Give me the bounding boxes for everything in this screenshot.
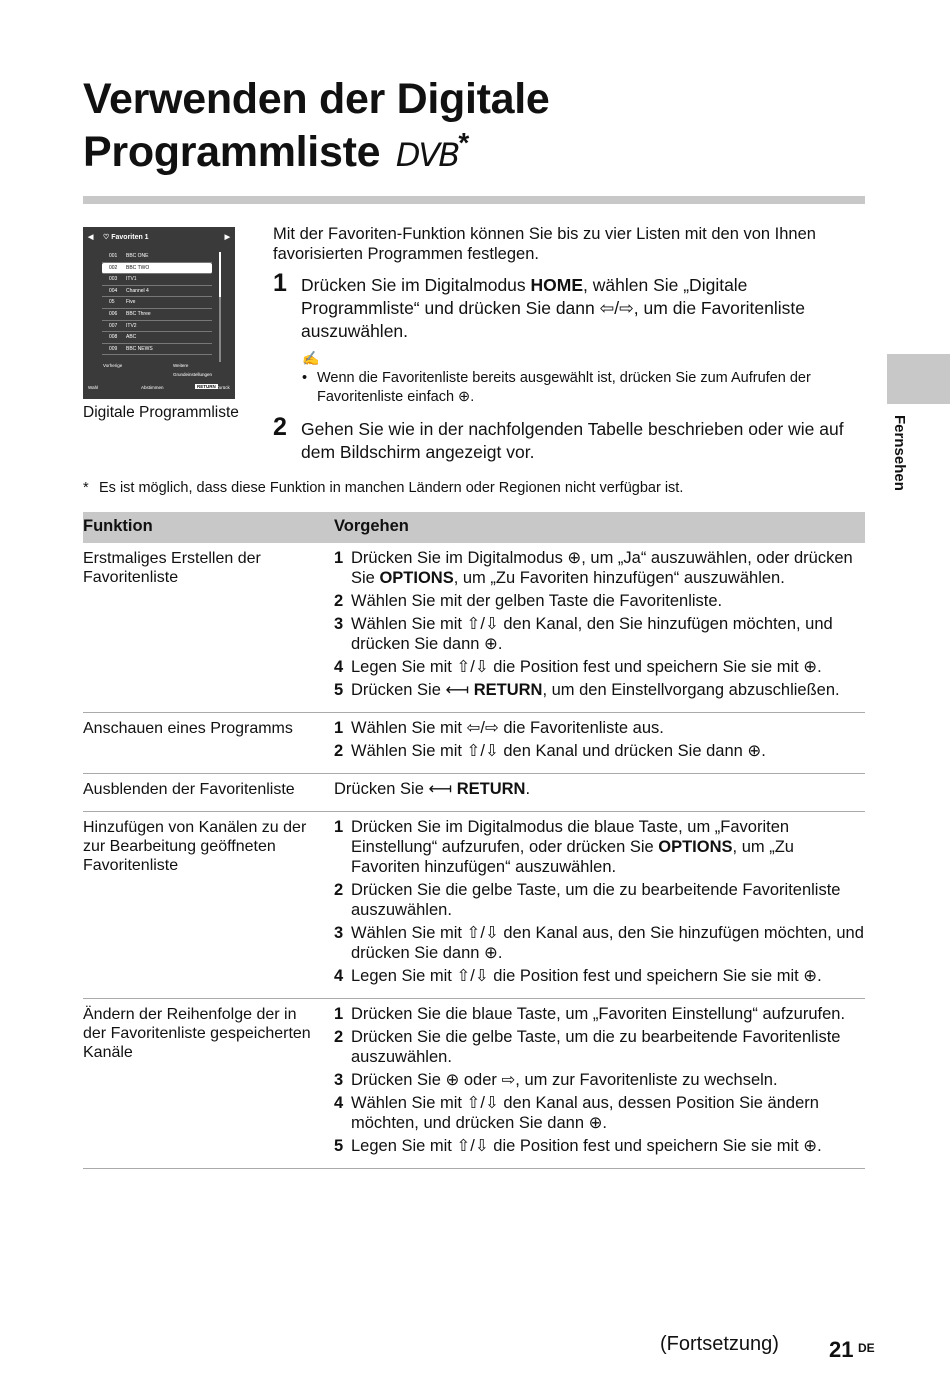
tv-channel-number: 007 — [109, 322, 118, 329]
step-number: 1 — [334, 1005, 344, 1023]
tv-channel-name: ITV1 — [126, 276, 137, 283]
tv-channel-name: BBC Three — [126, 310, 151, 317]
tv-channel-name: BBC NEWS — [126, 345, 153, 352]
tv-channel-row — [102, 321, 212, 333]
step-number: 1 — [334, 818, 344, 836]
tv-foot-select: Wahl — [88, 385, 99, 390]
procedure-step: 3 Wählen Sie mit ⇧/⇩ den Kanal aus, den Sie hinzufügen möchten, und drücken Sie dann ⊕. — [334, 924, 864, 962]
function-cell: Erstmaliges Erstellen der Favoritenliste — [83, 550, 261, 586]
page-title — [83, 75, 550, 177]
tv-channel-name: ABC — [126, 334, 137, 341]
intro-text: Mit der Favoriten-Funktion können Sie bis zu vier Listen mit den von Ihnen favorisierten Programmen festlegen. — [273, 225, 816, 263]
step-1-number: 1 — [273, 269, 287, 297]
tv-channel-list — [102, 251, 212, 355]
tv-channel-name: Channel 4 — [126, 287, 149, 294]
table-row — [83, 713, 865, 774]
step-number: 1 — [334, 719, 344, 737]
step-number: 3 — [334, 924, 344, 942]
table-header — [83, 512, 865, 543]
step-number: 4 — [334, 658, 344, 676]
step-number: 1 — [334, 549, 344, 567]
procedure-cell — [334, 812, 865, 998]
procedure-step: 2 Drücken Sie die gelbe Taste, um die zu bearbeitende Favoritenliste auszuwählen. — [334, 881, 841, 919]
step-1: 1 Drücken Sie im Digitalmodus HOME, wählen Sie „Digitale Programmliste“ und drücken Sie dann ⇦/⇨, um die Favoritenliste auszuwählen. — [273, 269, 805, 341]
tv-channel-number: 05 — [109, 299, 115, 306]
tv-channel-number: 006 — [109, 310, 118, 317]
side-tab-marker — [887, 354, 950, 404]
step-2 — [273, 413, 865, 464]
step-number: 5 — [334, 681, 344, 699]
note-pen-icon: ✍ — [302, 350, 320, 366]
tv-header — [83, 231, 235, 245]
column-header-procedure: Vorgehen — [334, 517, 409, 535]
tv-header-title: Favoriten 1 — [111, 234, 149, 241]
title-line-2: Programmliste — [83, 128, 381, 176]
tv-channel-number: 009 — [109, 345, 118, 352]
step-number: 3 — [334, 615, 344, 633]
column-header-function: Funktion — [83, 517, 153, 535]
tv-channel-number: 002 — [109, 264, 118, 271]
function-cell: Ändern der Reihenfolge der in der Favoritenliste gespeicherten Kanäle — [83, 1006, 311, 1061]
tv-channel-number: 008 — [109, 334, 118, 341]
step-number: 4 — [334, 967, 344, 985]
note-text: Wenn die Favoritenliste bereits ausgewählt ist, drücken Sie zum Aufrufen der Favoritenliste einfach ⊕. — [317, 370, 811, 405]
procedure-cell — [334, 999, 865, 1168]
footnote-mark: * — [83, 480, 89, 496]
step-number: 2 — [334, 1028, 344, 1046]
procedure-step: 2 Wählen Sie mit der gelben Taste die Favoritenliste. — [334, 592, 723, 610]
tv-foot-return: RETURN — [197, 384, 216, 389]
tv-right-arrow-icon: ▶ — [224, 234, 230, 241]
table-body — [83, 543, 865, 1169]
step-number: 3 — [334, 1071, 344, 1089]
footnote-text: Es ist möglich, dass diese Funktion in manchen Ländern oder Regionen nicht verfügbar ist. — [99, 480, 684, 496]
table-row — [83, 774, 865, 812]
function-cell: Anschauen eines Programms — [83, 720, 293, 737]
side-tab-label: Fernsehen — [891, 415, 908, 491]
tv-foot-settings: Grundeinstellungen — [173, 372, 213, 377]
step-2-text: Gehen Sie wie in der nachfolgenden Tabelle beschrieben oder wie auf dem Bildschirm angezeigt vor. — [301, 419, 844, 462]
procedure-step: 5 Legen Sie mit ⇧/⇩ die Position fest und speichern Sie sie mit ⊕. — [334, 1137, 822, 1155]
tv-channel-row — [102, 297, 212, 309]
procedure-step: 1 Drücken Sie im Digitalmodus ⊕, um „Ja“ auszuwählen, oder drücken Sie OPTIONS, um „Zu Favoriten hinzufügen“ auszuwählen. — [334, 549, 853, 587]
function-cell: Ausblenden der Favoritenliste — [83, 781, 295, 798]
tv-channel-row — [102, 274, 212, 286]
procedure-step: 5 Drücken Sie ⟻ RETURN, um den Einstellvorgang abzuschließen. — [334, 681, 840, 699]
tv-channel-name: BBC TWO — [126, 264, 150, 271]
step-number: 2 — [334, 592, 344, 610]
procedure-step: 2 Wählen Sie mit ⇧/⇩ den Kanal und drücken Sie dann ⊕. — [334, 742, 766, 760]
procedure-step: 4 Legen Sie mit ⇧/⇩ die Position fest und speichern Sie sie mit ⊕. — [334, 658, 822, 676]
procedure-step: 2 Drücken Sie die gelbe Taste, um die zu bearbeitende Favoritenliste auszuwählen. — [334, 1028, 841, 1066]
tv-channel-name: BBC ONE — [126, 253, 149, 259]
tv-foot-back: Zurück — [216, 385, 230, 390]
procedure-cell — [334, 543, 865, 712]
page-language: DE — [858, 1341, 875, 1355]
image-caption: Digitale Programmliste — [83, 404, 239, 421]
procedure-step: 3 Wählen Sie mit ⇧/⇩ den Kanal, den Sie hinzufügen möchten, und drücken Sie dann ⊕. — [334, 615, 833, 653]
step-number: 4 — [334, 1094, 344, 1112]
tv-foot-prev: Vorherige — [103, 363, 123, 368]
step-number: 2 — [334, 881, 344, 899]
tv-channel-row — [102, 251, 212, 263]
step-number: 2 — [334, 742, 344, 760]
footnote — [83, 480, 683, 496]
note-bullet: • — [302, 370, 308, 386]
note — [302, 369, 865, 407]
tv-foot-next: Weitere — [173, 363, 189, 368]
title-asterisk: * — [458, 127, 469, 158]
tv-channel-row — [102, 309, 212, 321]
tv-heart-icon: ♡ — [103, 234, 110, 241]
procedure-step: 1 Drücken Sie im Digitalmodus die blaue Taste, um „Favoriten Einstellung“ aufzurufen, oder drücken Sie OPTIONS, um „Zu Favoriten hinzufügen“ auszuwählen. — [334, 818, 794, 876]
tv-channel-row — [102, 263, 212, 275]
procedure-step: Drücken Sie ⟻ RETURN. — [334, 780, 531, 798]
table-row — [83, 812, 865, 999]
procedure-step: 4 Legen Sie mit ⇧/⇩ die Position fest und speichern Sie sie mit ⊕. — [334, 967, 822, 985]
continued-label: (Fortsetzung) — [660, 1333, 779, 1355]
procedure-step: 3 Drücken Sie ⊕ oder ⇨, um zur Favoritenliste zu wechseln. — [334, 1071, 778, 1089]
title-rule — [83, 196, 865, 204]
procedure-table — [83, 512, 865, 1169]
step-2-number: 2 — [273, 413, 287, 441]
title-line-1: Verwenden der Digitale — [83, 75, 550, 123]
tv-channel-name: Five — [126, 299, 136, 306]
page-number: 21 — [829, 1337, 854, 1362]
tv-channel-number: 001 — [109, 253, 118, 259]
table-row — [83, 543, 865, 713]
procedure-cell — [334, 713, 865, 773]
procedure-step: 4 Wählen Sie mit ⇧/⇩ den Kanal aus, dessen Position Sie ändern möchten, und drücken Sie dann ⊕. — [334, 1094, 819, 1132]
tv-channel-number: 004 — [109, 287, 118, 294]
function-cell: Hinzufügen von Kanälen zu der zur Bearbeitung geöffneten Favoritenliste — [83, 819, 307, 874]
procedure-step: 1 Drücken Sie die blaue Taste, um „Favoriten Einstellung“ aufzurufen. — [334, 1005, 846, 1023]
dvb-logo: DVB — [395, 136, 459, 174]
procedure-cell — [334, 774, 865, 811]
procedure-step: 1 Wählen Sie mit ⇦/⇨ die Favoritenliste aus. — [334, 719, 664, 737]
tv-channel-number: 003 — [109, 276, 118, 283]
tv-channel-name: ITV2 — [126, 322, 137, 329]
step-number: 5 — [334, 1137, 344, 1155]
tv-scrollbar — [219, 252, 221, 362]
tv-channel-row — [102, 332, 212, 344]
tv-screenshot — [83, 227, 235, 399]
table-row — [83, 999, 865, 1169]
tv-channel-row — [102, 344, 212, 356]
tv-channel-row — [102, 286, 212, 298]
tv-foot-confirm: Abstimmen — [141, 385, 164, 390]
tv-left-arrow-icon: ◀ — [88, 234, 94, 241]
